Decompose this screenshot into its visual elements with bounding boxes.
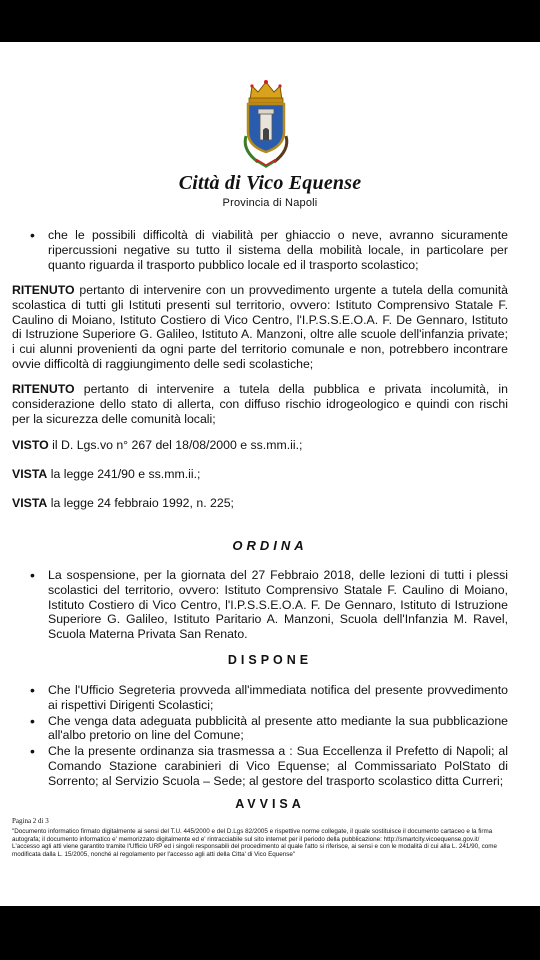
footer-note: L'accesso agli atti viene garantito tramite l'Ufficio URP ed i singoli responsabili del procedimento al quale l'atto si riferisce, ai sensi e con le modalità di cui alla L. 241/90, come modificata dalla L. 15/2005, nonché al regolamento per l'accesso agli atti della Citta' di Vico Equense" bbox=[12, 843, 497, 858]
keyword: VISTA bbox=[12, 467, 48, 481]
paragraph-text: la legge 241/90 e ss.mm.ii.; bbox=[47, 467, 201, 481]
list-item: • Che l'Ufficio Segreteria provveda all'immediata notifica del presente provvedimento ai rispettivi Dirigenti Scolastici; bbox=[30, 683, 508, 713]
list-item: • La sospensione, per la giornata del 27 Febbraio 2018, delle lezioni di tutti i plessi scolastici del territorio, ovvero: Istituto Comprensivo Statale F. Caulino di Moiano, Istituto Costiero di Vico Centro, l'I.P.S.S.E.O.A. F. De Gennaro, Istituto di Istruzione Superiore G. Galileo, Istituto Paritario A. Manzoni, Scuola dell'Infanzia M. Ravel, Scuola Materna Privata San Renato. bbox=[30, 568, 508, 642]
bottom-black-bar bbox=[0, 906, 540, 960]
vista-paragraph-1 bbox=[12, 467, 508, 482]
vista-paragraph-2 bbox=[12, 496, 508, 511]
paragraph-text: il D. Lgs.vo n° 267 del 18/08/2000 e ss.mm.ii.; bbox=[48, 438, 303, 452]
paragraph-text: la legge 24 febbraio 1992, n. 225; bbox=[47, 496, 234, 510]
intro-list bbox=[30, 228, 508, 272]
keyword: VISTA bbox=[12, 496, 48, 510]
avvisa-heading: AVVISA bbox=[235, 797, 305, 811]
keyword: RITENUTO bbox=[12, 283, 75, 297]
province-subtitle: Provincia di Napoli bbox=[222, 197, 318, 209]
page-number: Pagina 2 di 3 bbox=[12, 817, 49, 825]
paragraph-text: pertanto di intervenire con un provvedimento urgente a tutela della comunità scolastica di tutti gli Istituti presenti sul territorio, ovvero: Istituto Comprensivo Statale F. Caulino di Moiano, Istituto Costiero di Vico Centro, l'I.P.S.S.E.O.A. F. De Gennaro, Istituto di Istruzione Superiore G. Galileo, Istituto A. Manzoni, oltre alle scuole dell'infanzia private; i cui alunni provenienti da ogni parte del territorio comunale e non, potrebbero incontrare ovvie difficoltà di raggiungimento delle sedi scolastiche; bbox=[12, 283, 508, 371]
top-black-bar bbox=[0, 0, 540, 42]
ordina-list bbox=[30, 568, 508, 642]
keyword: RITENUTO bbox=[12, 382, 75, 396]
ritenuto-paragraph-2 bbox=[12, 382, 508, 426]
ordina-heading: ORDINA bbox=[232, 538, 308, 553]
visto-paragraph bbox=[12, 438, 508, 453]
ritenuto-paragraph-1 bbox=[12, 283, 508, 372]
list-item: • Che la presente ordinanza sia trasmessa a : Sua Eccellenza il Prefetto di Napoli; al Comando Stazione carabinieri di Vico Equense; al Commissariato PolStato di Sorrento; al Servizio Scuola – Sede; al gestore del trasporto scolastico ditta Curreri; bbox=[30, 744, 508, 788]
list-item: • Che venga data adeguata pubblicità al presente atto mediante la sua pubblicazione all'albo pretorio on line del Comune; bbox=[30, 714, 508, 744]
footer-notes bbox=[12, 828, 512, 858]
dispone-list bbox=[30, 683, 508, 790]
footer-note: "Documento informatico firmato digitalmente ai sensi del T.U. 445/2000 e del D.Lgs 82/2005 e rispettive norme collegate, il quale sostituisce il documento cartaceo e la firma autografa; il documento informatico e' memorizzato digitalmente ed e' rintracciabile sul sito internet per il periodo della pubblicazione: http://smartcity.vicoequense.gov.it/ bbox=[12, 828, 493, 843]
city-crest-logo bbox=[236, 78, 296, 170]
list-item: • che le possibili difficoltà di viabilità per ghiaccio o neve, avranno sicuramente ripercussioni negative su tutto il sistema della mobilità locale, in particolare per quanto riguarda il trasporto pubblico locale ed il trasporto scolastico; bbox=[30, 228, 508, 272]
paragraph-text: pertanto di intervenire a tutela della pubblica e privata incolumità, in considerazione dello stato di allerta, con diffuso rischio idrogeologico e quindi con rischi per la sicurezza delle comunità locali; bbox=[12, 382, 508, 426]
dispone-heading: DISPONE bbox=[227, 653, 313, 667]
keyword: VISTO bbox=[12, 438, 49, 452]
city-title: Città di Vico Equense bbox=[178, 172, 362, 194]
